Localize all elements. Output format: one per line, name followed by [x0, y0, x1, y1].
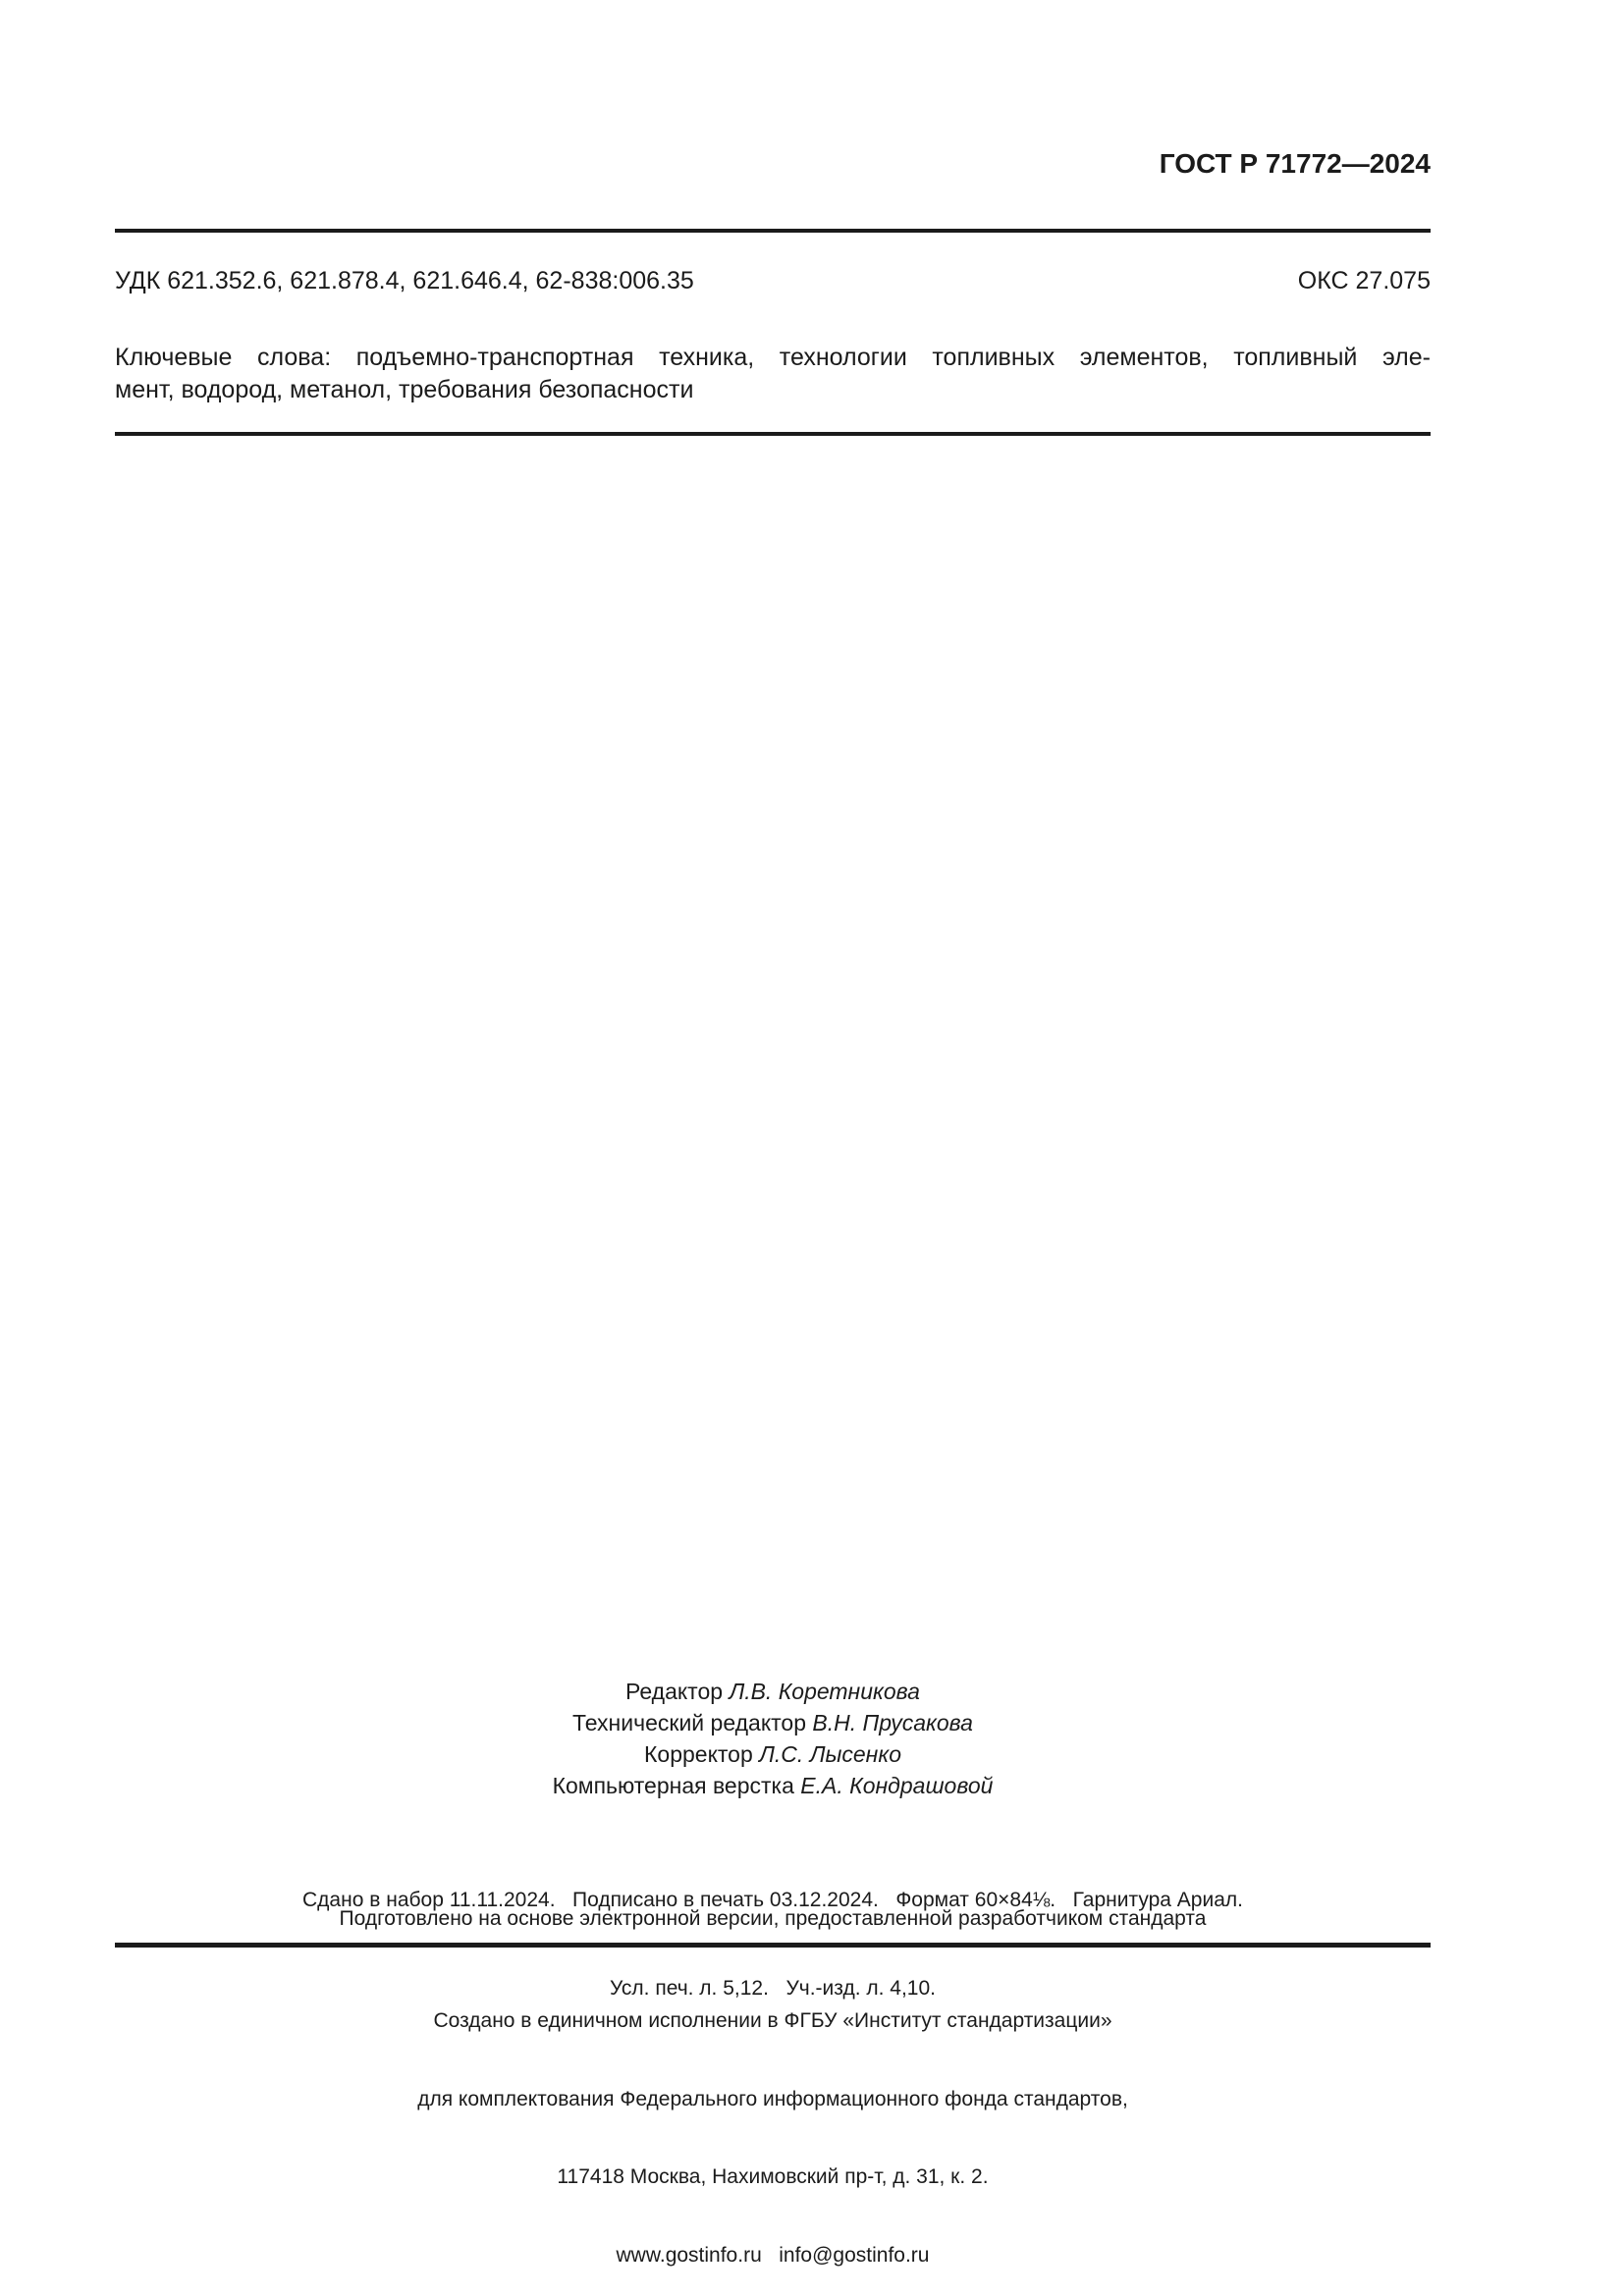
credit-role: Компьютерная верстка [552, 1773, 794, 1798]
credit-name: В.Н. Прусакова [812, 1710, 973, 1735]
credit-role: Корректор [644, 1741, 753, 1767]
credit-line-proofreader [115, 1738, 1431, 1770]
imprint-line-1: Сдано в набор 11.11.2024. Подписано в печать 03.12.2024. Формат 60×84⅛. Гарнитура Ариал. [302, 1889, 1243, 1911]
udk-code: УДК 621.352.6, 621.878.4, 621.646.4, 62-838:006.35 [115, 267, 694, 294]
keywords-line-2: мент, водород, метанол, требования безопасности [115, 376, 694, 403]
codes-row [115, 267, 1431, 294]
publisher-address: 117418 Москва, Нахимовский пр-т, д. 31, к. 2. [557, 2165, 989, 2188]
keywords-paragraph [115, 342, 1431, 406]
publisher-line-2: для комплектования Федерального информационного фонда стандартов, [417, 2087, 1128, 2110]
credits-block [115, 1676, 1431, 1801]
doc-number: ГОСТ Р 71772—2024 [1159, 148, 1431, 179]
credit-name: Е.А. Кондрашовой [800, 1773, 994, 1798]
publisher-line-1: Создано в единичном исполнении в ФГБУ «Институт стандартизации» [433, 2009, 1112, 2032]
keywords-line-1: Ключевые слова: подъемно-транспортная техника, технологии топливных элементов, топливный эле- [115, 344, 1431, 371]
credit-line-editor [115, 1676, 1431, 1707]
prepared-note: Подготовлено на основе электронной версии, предоставленной разработчиком стандарта [339, 1907, 1207, 1930]
credit-line-layout [115, 1770, 1431, 1801]
publisher-contacts: www.gostinfo.ru info@gostinfo.ru [616, 2243, 930, 2267]
divider-bottom [115, 1943, 1431, 1948]
credit-name: Л.С. Лысенко [759, 1741, 901, 1767]
oks-code: ОКС 27.075 [1297, 267, 1431, 294]
credit-line-technical-editor [115, 1707, 1431, 1738]
divider-keywords [115, 432, 1431, 436]
publisher-block [115, 1956, 1431, 2296]
credit-role: Технический редактор [572, 1710, 807, 1735]
credit-name: Л.В. Коретникова [729, 1679, 920, 1704]
imprint-line-2: Усл. печ. л. 5,12. Уч.-изд. л. 4,10. [609, 1977, 936, 2000]
divider-top [115, 229, 1431, 233]
credit-role: Редактор [625, 1679, 724, 1704]
